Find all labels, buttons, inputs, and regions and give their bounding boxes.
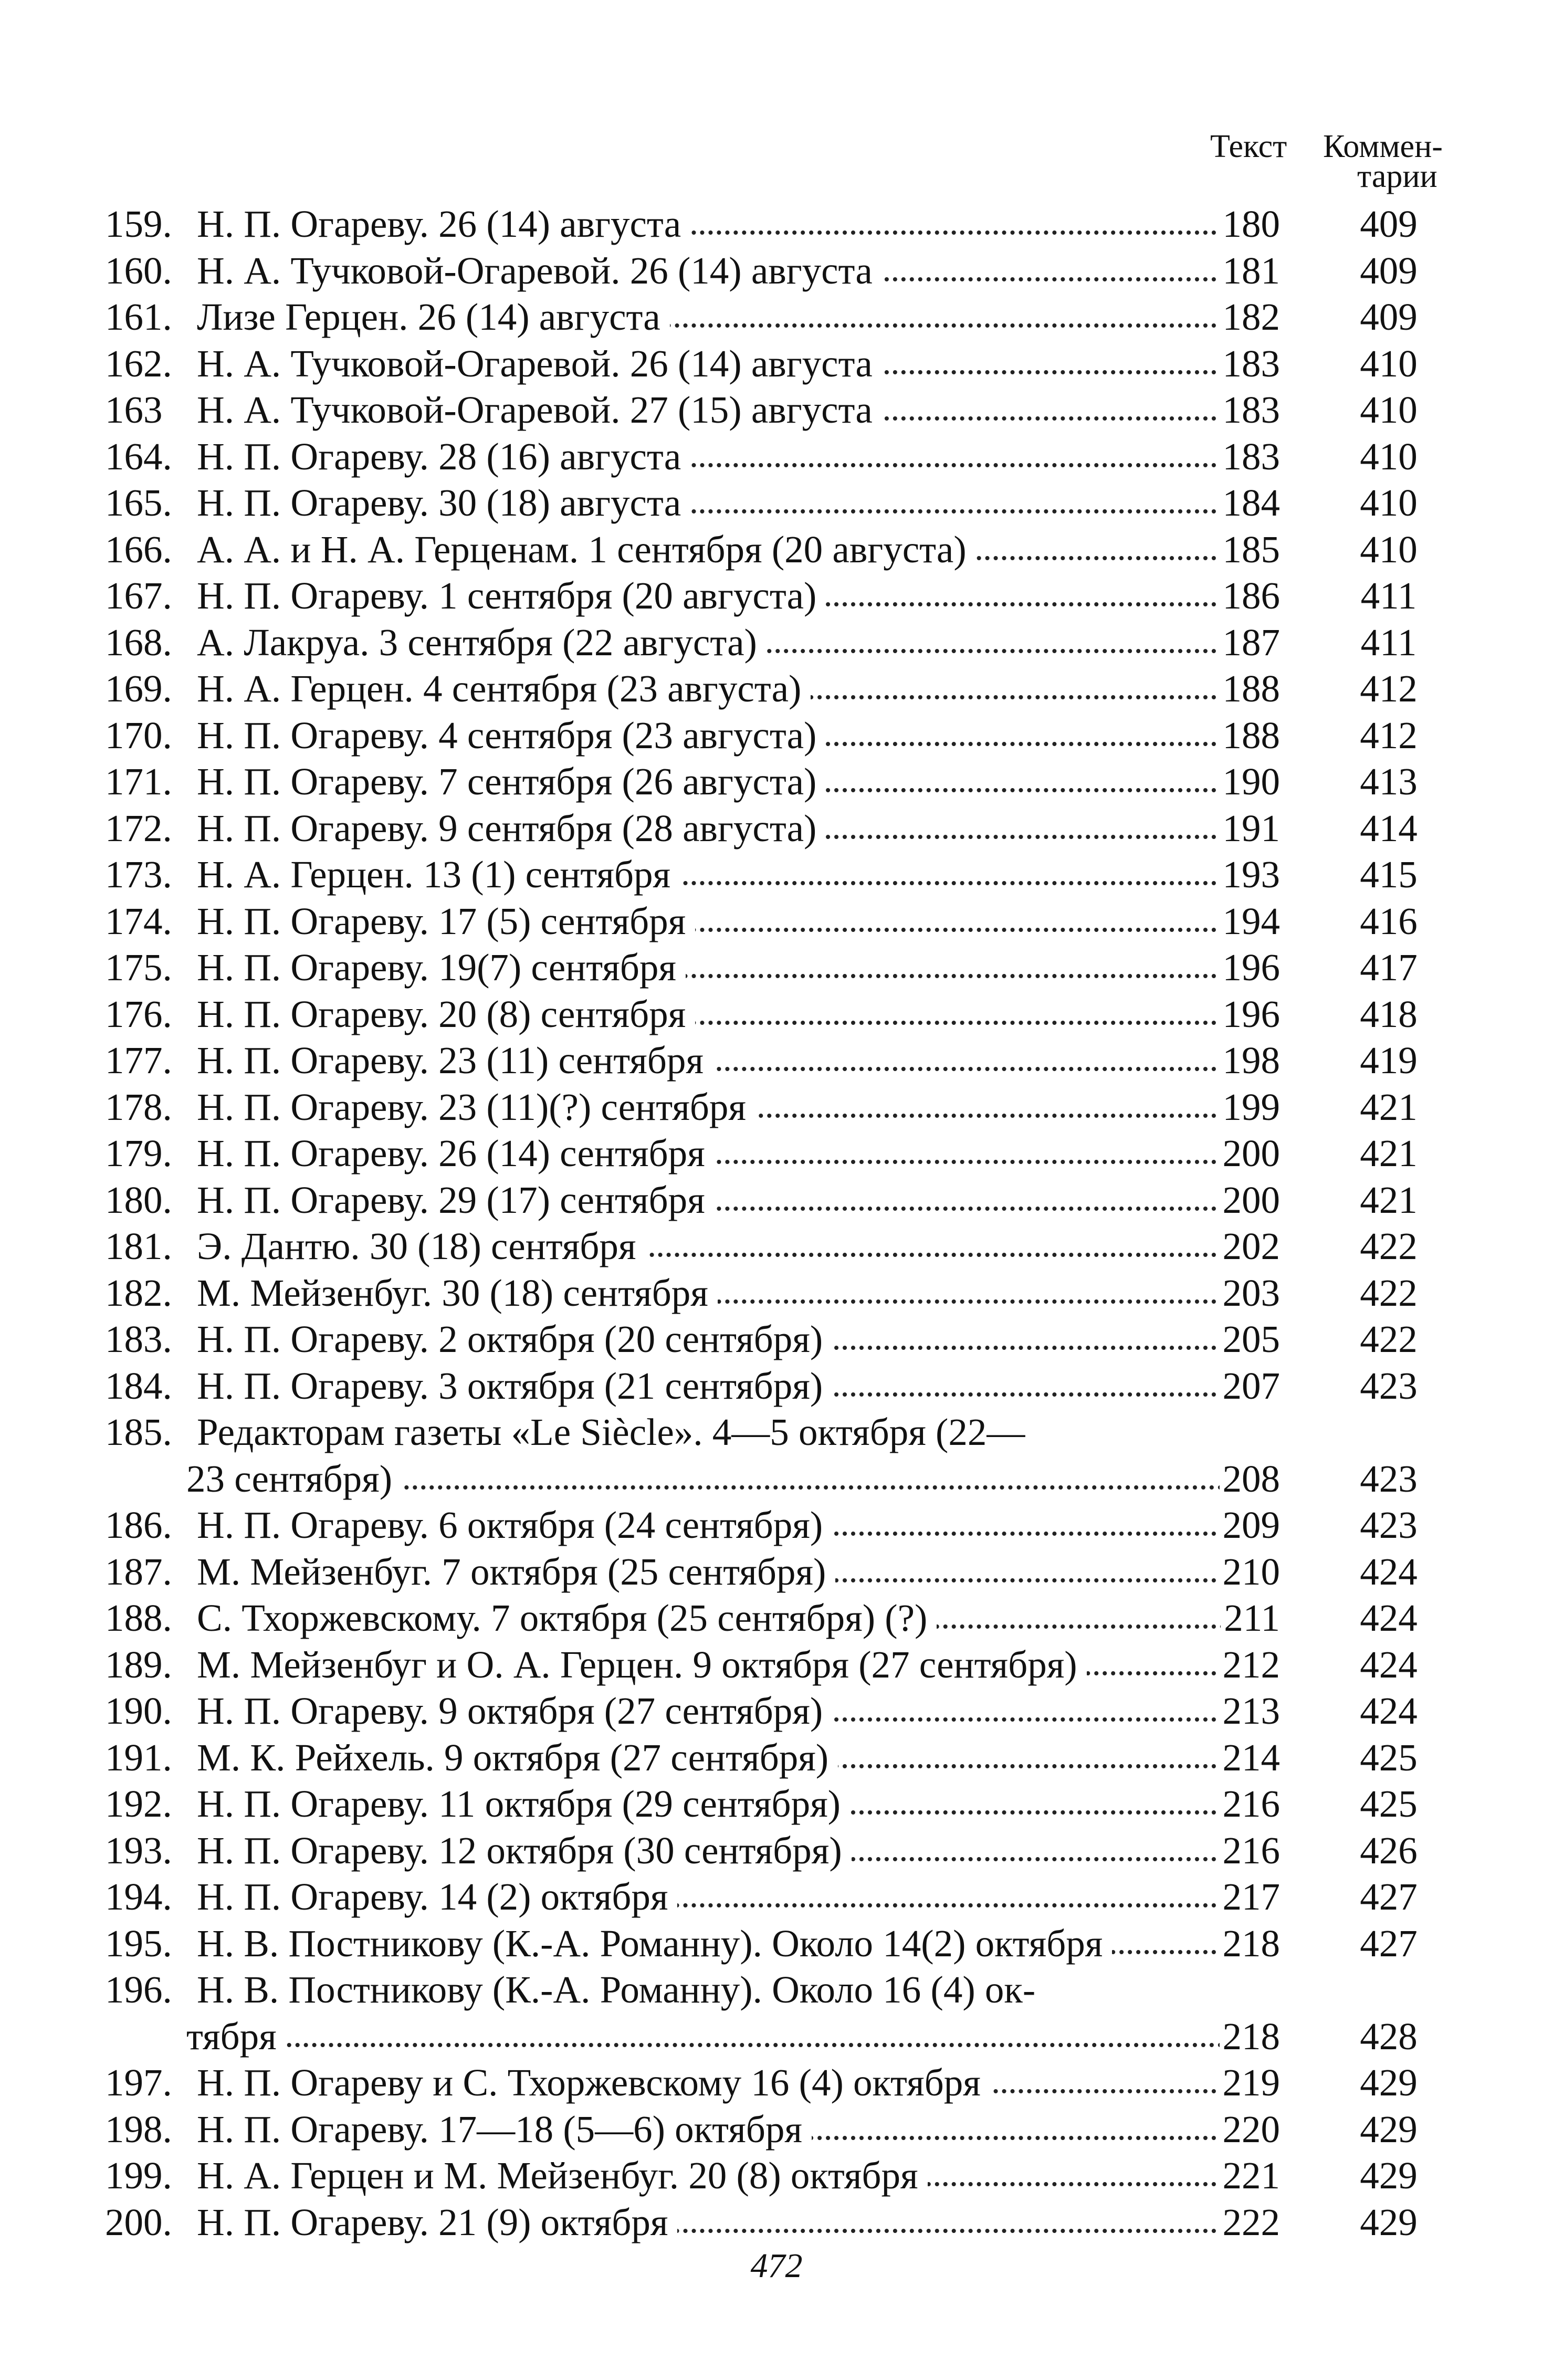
text-page-number: 216	[1220, 1829, 1281, 1873]
entry-main	[197, 1271, 1273, 1315]
comment-page-number: 422	[1360, 1225, 1418, 1267]
entry-number: 181.	[105, 1225, 172, 1267]
entry-main	[197, 574, 1273, 618]
text-page-number: 186	[1220, 574, 1281, 618]
comment-page-number: 421	[1360, 1086, 1418, 1128]
entry-row	[0, 1736, 1553, 1782]
entry-number: 171.	[105, 760, 172, 803]
entry-number: 198.	[105, 2108, 172, 2151]
entry-main	[197, 853, 1273, 897]
entry-title: С. Тхоржевскому. 7 октября (25 сентября) (?)	[197, 1597, 937, 1639]
comment-page-number: 409	[1360, 296, 1418, 338]
comment-page-number: 410	[1360, 389, 1418, 431]
entry-row	[0, 1829, 1553, 1875]
entry-main	[197, 1317, 1273, 1361]
entry-number: 160.	[105, 249, 172, 292]
comment-page-number: 424	[1360, 1550, 1418, 1593]
entry-row	[0, 528, 1553, 574]
entry-main	[197, 946, 1273, 990]
text-page-number: 214	[1220, 1736, 1281, 1780]
comment-page-number: 409	[1360, 203, 1418, 245]
entry-main	[197, 1085, 1273, 1129]
entry-row	[0, 1085, 1553, 1131]
entry-main	[197, 1410, 1273, 1454]
entry-row	[0, 574, 1553, 620]
entry-row	[0, 1224, 1553, 1271]
entry-number: 176.	[105, 993, 172, 1035]
comment-page-number: 422	[1360, 1272, 1418, 1314]
entry-main	[197, 992, 1273, 1036]
entry-number: 180.	[105, 1179, 172, 1221]
entry-row	[0, 899, 1553, 946]
comment-page-number: 412	[1360, 667, 1418, 710]
entry-number: 193.	[105, 1829, 172, 1872]
entry-title: Н. П. Огареву. 12 октября (30 сентября)	[197, 1829, 852, 1872]
entry-main	[186, 2015, 1263, 2059]
entry-row	[0, 1643, 1553, 1689]
entry-number: 199.	[105, 2154, 172, 2197]
text-page-number: 216	[1220, 1782, 1281, 1826]
entry-number: 174.	[105, 900, 172, 942]
entry-number: 161.	[105, 296, 172, 338]
comment-page-number: 409	[1360, 249, 1418, 292]
text-page-number: 187	[1220, 621, 1281, 665]
text-page-number: 219	[1220, 2061, 1281, 2105]
entry-title: Н. В. Постникову (К.-А. Романну). Около 16 (4) ок-	[197, 1968, 1045, 2011]
entry-main	[197, 388, 1273, 432]
entry-number: 194.	[105, 1875, 172, 1918]
text-page-number: 191	[1220, 806, 1281, 851]
entry-number: 195.	[105, 1922, 172, 1965]
comment-page-number: 422	[1360, 1318, 1418, 1360]
entry-main	[197, 621, 1273, 665]
text-page-number: 193	[1220, 853, 1281, 897]
text-page-number: 209	[1220, 1503, 1281, 1547]
text-page-number: 211	[1221, 1596, 1280, 1640]
text-page-number: 196	[1220, 992, 1281, 1036]
entry-row	[0, 2108, 1553, 2154]
entry-title: Н. П. Огареву. 11 октября (29 сентября)	[197, 1783, 850, 1825]
text-page-number: 199	[1220, 1085, 1281, 1129]
text-page-number: 207	[1220, 1364, 1281, 1408]
text-page-number: 220	[1220, 2108, 1281, 2152]
entry-title: Н. П. Огареву. 21 (9) октября	[197, 2201, 677, 2243]
entry-number: 184.	[105, 1365, 172, 1407]
entry-row	[0, 853, 1553, 899]
comment-page-number: 419	[1360, 1039, 1418, 1082]
entry-main	[186, 1457, 1263, 1501]
header-comments-column-line2: тарии	[1357, 159, 1437, 194]
entry-number: 196.	[105, 1968, 172, 2011]
entry-number: 187.	[105, 1550, 172, 1593]
comment-page-number: 425	[1360, 1783, 1418, 1825]
text-page-number: 184	[1220, 481, 1281, 525]
text-page-number: 183	[1220, 342, 1281, 386]
comment-page-number: 424	[1360, 1597, 1418, 1639]
entry-row	[0, 992, 1553, 1039]
entry-title: Н. П. Огареву. 14 (2) октября	[197, 1875, 677, 1918]
entry-title: М. Мейзенбуг. 30 (18) сентября	[197, 1272, 718, 1314]
comment-page-number: 410	[1360, 528, 1418, 571]
entry-number: 175.	[105, 946, 172, 989]
entry-title: 23 сентября)	[186, 1458, 402, 1500]
entry-title: Н. П. Огареву. 19(7) сентября	[197, 946, 686, 989]
entry-main	[197, 1968, 1273, 2012]
entry-title: Н. П. Огареву. 3 октября (21 сентября)	[197, 1365, 832, 1407]
comment-page-number: 425	[1360, 1736, 1418, 1779]
entry-title: Н. А. Тучковой-Огаревой. 26 (14) августа	[197, 249, 882, 292]
entry-title: А. Лакруа. 3 сентября (22 августа)	[197, 621, 767, 664]
text-page-number: 218	[1220, 1922, 1281, 1966]
entry-row	[0, 621, 1553, 667]
entry-main	[197, 1364, 1273, 1408]
entry-main	[197, 806, 1273, 851]
entry-title: Н. А. Герцен и М. Мейзенбуг. 20 (8) октября	[197, 2154, 928, 2197]
entry-title: Н. П. Огареву. 28 (16) августа	[197, 435, 690, 478]
entry-title: М. Мейзенбуг и О. А. Герцен. 9 октября (27 сентября)	[197, 1643, 1087, 1686]
entry-number: 182.	[105, 1272, 172, 1314]
text-page-number: 208	[1220, 1457, 1281, 1501]
entry-title: Н. А. Тучковой-Огаревой. 26 (14) августа	[197, 342, 882, 385]
entry-main	[197, 2200, 1273, 2245]
entry-number: 191.	[105, 1736, 172, 1779]
entry-row	[0, 806, 1553, 853]
entry-title: Н. П. Огареву. 7 сентября (26 августа)	[197, 760, 826, 803]
entry-row	[0, 1503, 1553, 1549]
text-page-number: 196	[1220, 946, 1281, 990]
entry-title: Н. А. Герцен. 4 сентября (23 августа)	[197, 667, 811, 710]
comment-page-number: 414	[1360, 807, 1418, 850]
entry-number: 185.	[105, 1411, 172, 1453]
comment-page-number: 411	[1360, 621, 1417, 664]
entry-number: 173.	[105, 853, 172, 896]
entry-number: 179.	[105, 1132, 172, 1175]
entry-main	[197, 1643, 1273, 1687]
entry-number: 165.	[105, 481, 172, 524]
comment-page-number: 429	[1360, 2201, 1418, 2243]
entry-main	[197, 899, 1273, 943]
entry-title: Н. П. Огареву. 20 (8) сентября	[197, 993, 695, 1035]
header-text-column: Текст	[1210, 129, 1287, 164]
entry-title: Редакторам газеты «Le Siècle». 4—5 октября (22—	[197, 1411, 1034, 1453]
entry-row	[0, 1875, 1553, 1921]
text-page-number: 212	[1220, 1643, 1281, 1687]
entry-row	[0, 2154, 1553, 2200]
entry-row	[0, 1550, 1553, 1596]
comment-page-number: 421	[1360, 1179, 1418, 1221]
entry-number: 168.	[105, 621, 172, 664]
text-page-number: 183	[1220, 435, 1281, 479]
comment-page-number: 423	[1360, 1504, 1418, 1546]
comment-page-number: 411	[1360, 574, 1417, 617]
text-page-number: 200	[1220, 1178, 1281, 1222]
entry-title: Н. П. Огареву. 23 (11) сентября	[197, 1039, 713, 1082]
entry-main	[197, 1178, 1273, 1222]
entry-main	[197, 528, 1273, 572]
text-page-number: 203	[1220, 1271, 1281, 1315]
text-page-number: 222	[1220, 2200, 1281, 2245]
entry-title: Н. П. Огареву. 17 (5) сентября	[197, 900, 695, 942]
entry-number: 169.	[105, 667, 172, 710]
entry-main	[197, 1503, 1273, 1547]
entry-row	[0, 1317, 1553, 1364]
text-page-number: 188	[1220, 667, 1281, 711]
entry-number: 192.	[105, 1783, 172, 1825]
entry-main	[197, 1829, 1273, 1873]
entry-row	[0, 388, 1553, 434]
entry-title: Н. А. Герцен. 13 (1) сентября	[197, 853, 680, 896]
header-comments-column-line1: Коммен-	[1323, 129, 1443, 164]
entry-main	[197, 1039, 1273, 1083]
text-page-number: 202	[1220, 1224, 1281, 1268]
entry-number: 167.	[105, 574, 172, 617]
entry-main	[197, 2061, 1273, 2105]
entry-continuation-row	[0, 2015, 1553, 2061]
entry-main	[197, 249, 1273, 293]
entry-row	[0, 946, 1553, 992]
entry-title: Н. П. Огареву. 23 (11)(?) сентября	[197, 1086, 755, 1128]
entry-main	[197, 1875, 1273, 1919]
entry-title: А. А. и Н. А. Герценам. 1 сентября (20 августа)	[197, 528, 976, 571]
entry-title: Н. П. Огареву и С. Тхоржевскому 16 (4) октября	[197, 2061, 990, 2104]
entry-row	[0, 202, 1553, 248]
entry-main	[197, 481, 1273, 525]
entry-number: 189.	[105, 1643, 172, 1686]
entry-row	[0, 714, 1553, 760]
entry-number: 163	[105, 389, 163, 431]
entry-main	[197, 2108, 1273, 2152]
entry-row	[0, 760, 1553, 806]
entry-main	[197, 1736, 1273, 1780]
comment-page-number: 429	[1360, 2061, 1418, 2104]
entry-main	[197, 1922, 1273, 1966]
entry-row	[0, 249, 1553, 295]
comment-page-number: 410	[1360, 342, 1418, 385]
comment-page-number: 413	[1360, 760, 1418, 803]
entry-title: Н. П. Огареву. 1 сентября (20 августа)	[197, 574, 826, 617]
entry-row	[0, 2061, 1553, 2107]
entry-number: 170.	[105, 714, 172, 757]
entry-row	[0, 1968, 1553, 2014]
comment-page-number: 417	[1360, 946, 1418, 989]
dot-leader	[186, 2043, 1256, 2047]
entry-number: 190.	[105, 1690, 172, 1732]
text-page-number: 182	[1220, 295, 1281, 339]
text-page-number: 218	[1220, 2015, 1281, 2059]
entry-row	[0, 1410, 1553, 1456]
entry-continuation-row	[0, 1457, 1553, 1503]
entry-number: 159.	[105, 203, 172, 245]
comment-page-number: 427	[1360, 1875, 1418, 1918]
entry-row	[0, 1178, 1553, 1224]
entry-title: Н. П. Огареву. 26 (14) сентября	[197, 1132, 715, 1175]
text-page-number: 200	[1220, 1131, 1281, 1176]
comment-page-number: 426	[1360, 1829, 1418, 1872]
entry-number: 172.	[105, 807, 172, 850]
entry-main	[197, 295, 1273, 339]
entry-main	[197, 667, 1273, 711]
entry-main	[197, 2154, 1273, 2198]
entry-title: Н. П. Огареву. 9 октября (27 сентября)	[197, 1690, 832, 1732]
entry-row	[0, 1039, 1553, 1085]
entry-title: Н. В. Постникову (К.-А. Романну). Около 14(2) октября	[197, 1922, 1112, 1965]
entry-main	[197, 1550, 1273, 1594]
entry-title: Н. П. Огареву. 9 сентября (28 августа)	[197, 807, 826, 850]
entry-title: Н. П. Огареву. 6 октября (24 сентября)	[197, 1504, 832, 1546]
entry-row	[0, 1131, 1553, 1178]
text-page-number: 221	[1220, 2154, 1281, 2198]
entry-row	[0, 435, 1553, 481]
entry-number: 188.	[105, 1597, 172, 1639]
entry-row	[0, 667, 1553, 713]
entry-number: 183.	[105, 1318, 172, 1360]
text-page-number: 210	[1220, 1550, 1281, 1594]
entry-row	[0, 1922, 1553, 1968]
comment-page-number: 410	[1360, 481, 1418, 524]
comment-page-number: 421	[1360, 1132, 1418, 1175]
text-page-number: 183	[1220, 388, 1281, 432]
text-page-number: 213	[1220, 1689, 1281, 1733]
entry-title: тября	[186, 2015, 286, 2058]
entry-title: Н. П. Огареву. 17—18 (5—6) октября	[197, 2108, 812, 2151]
entry-row	[0, 342, 1553, 388]
entry-row	[0, 1689, 1553, 1735]
entry-title: Н. П. Огареву. 30 (18) августа	[197, 481, 690, 524]
comment-page-number: 424	[1360, 1643, 1418, 1686]
entry-row	[0, 481, 1553, 527]
comment-page-number: 418	[1360, 993, 1418, 1035]
entry-main	[197, 1224, 1273, 1268]
comment-page-number: 423	[1360, 1458, 1418, 1500]
entry-main	[197, 202, 1273, 246]
comment-page-number: 424	[1360, 1690, 1418, 1732]
text-page-number: 185	[1220, 528, 1281, 572]
entry-title: М. Мейзенбуг. 7 октября (25 сентября)	[197, 1550, 835, 1593]
entry-number: 164.	[105, 435, 172, 478]
entry-main	[197, 1689, 1273, 1733]
text-page-number: 180	[1220, 202, 1281, 246]
text-page-number: 194	[1220, 899, 1281, 943]
entry-title: М. К. Рейхель. 9 октября (27 сентября)	[197, 1736, 838, 1779]
comment-page-number: 429	[1360, 2154, 1418, 2197]
entry-row	[0, 1596, 1553, 1642]
entry-row	[0, 1782, 1553, 1828]
entry-main	[197, 1596, 1273, 1640]
entry-row	[0, 1364, 1553, 1410]
entry-row	[0, 1271, 1553, 1317]
entry-number: 162.	[105, 342, 172, 385]
page-number: 472	[750, 2247, 803, 2285]
text-page-number: 205	[1220, 1317, 1281, 1361]
entry-title: Н. П. Огареву. 4 сентября (23 августа)	[197, 714, 826, 757]
text-page-number: 181	[1220, 249, 1281, 293]
comment-page-number: 428	[1360, 2015, 1418, 2058]
entry-title: Н. П. Огареву. 26 (14) августа	[197, 203, 690, 245]
entry-main	[197, 714, 1273, 758]
comment-page-number: 410	[1360, 435, 1418, 478]
entry-main	[197, 1782, 1273, 1826]
text-page-number: 217	[1220, 1875, 1281, 1919]
text-page-number: 188	[1220, 714, 1281, 758]
entry-main	[197, 435, 1273, 479]
entry-main	[197, 760, 1273, 804]
entry-number: 178.	[105, 1086, 172, 1128]
comment-page-number: 416	[1360, 900, 1418, 942]
comment-page-number: 412	[1360, 714, 1418, 757]
entry-title: Э. Дантю. 30 (18) сентября	[197, 1225, 646, 1267]
comment-page-number: 427	[1360, 1922, 1418, 1965]
text-page-number: 190	[1220, 760, 1281, 804]
entry-number: 177.	[105, 1039, 172, 1082]
entry-main	[197, 1131, 1273, 1176]
entry-row	[0, 2200, 1553, 2247]
comment-page-number: 423	[1360, 1365, 1418, 1407]
entry-number: 186.	[105, 1504, 172, 1546]
entry-row	[0, 295, 1553, 341]
entry-number: 197.	[105, 2061, 172, 2104]
comment-page-number: 429	[1360, 2108, 1418, 2151]
entry-number: 166.	[105, 528, 172, 571]
entry-title: Н. А. Тучковой-Огаревой. 27 (15) августа	[197, 389, 882, 431]
entry-title: Лизе Герцен. 26 (14) августа	[197, 296, 670, 338]
entry-main	[197, 342, 1273, 386]
comment-page-number: 415	[1360, 853, 1418, 896]
entry-number: 200.	[105, 2201, 172, 2243]
entry-title: Н. П. Огареву. 2 октября (20 сентября)	[197, 1318, 832, 1360]
text-page-number: 198	[1220, 1039, 1281, 1083]
entry-title: Н. П. Огареву. 29 (17) сентября	[197, 1179, 715, 1221]
